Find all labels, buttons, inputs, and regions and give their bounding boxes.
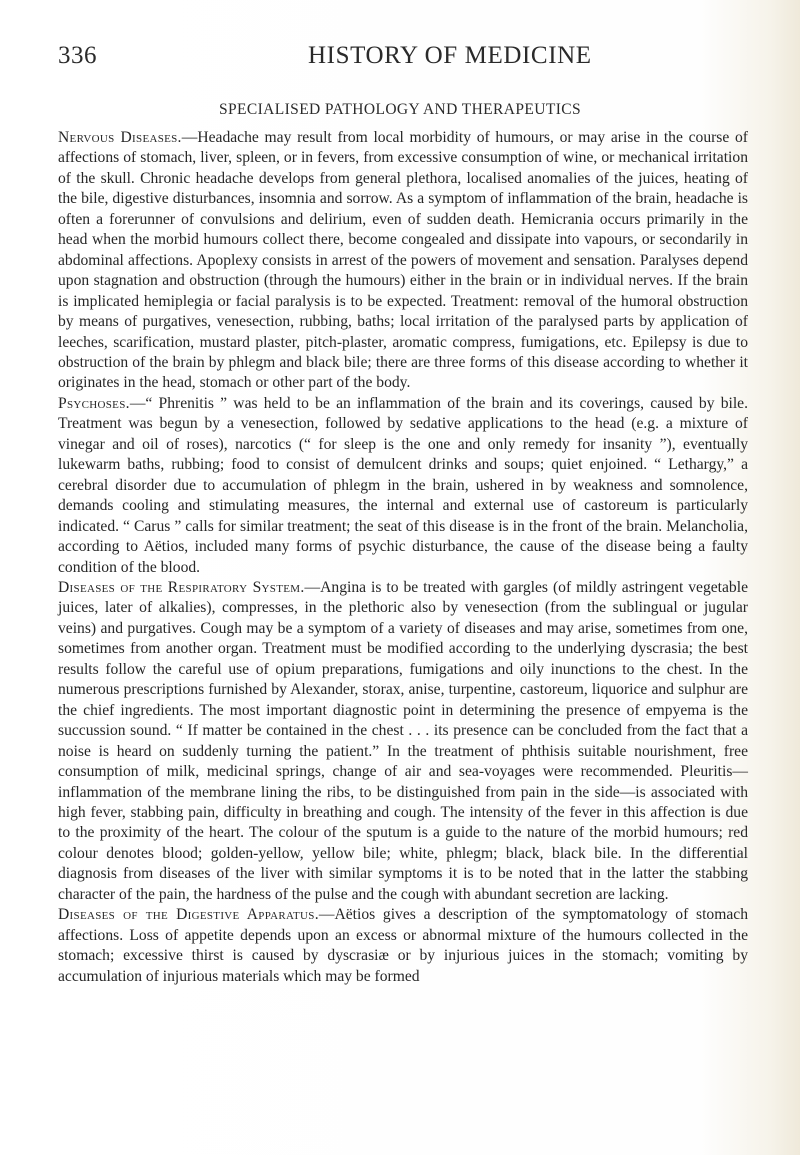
paragraph-psychoses: [58, 394, 748, 578]
running-head: HISTORY OF MEDICINE: [308, 42, 592, 69]
paragraph-heading: Psychoses.: [58, 394, 130, 412]
paragraph-text: —Angina is to be treated with gargles (of mildly astringent vegetable juices, later of alkalies), compresses, in the plethoric also by venesection (from the sublingual or jugular veins) and purgatives. Cough may be a symptom of a variety of diseases and may arise, sometimes from one, sometimes from another organ. Treatment must be modified according to the underlying dyscrasia; the best results follow the careful use of opium preparations, fumigations and oily inunctions to the chest. In the numerous prescriptions furnished by Alexander, storax, anise, turpentine, castoreum, liquorice and sulphur are the chief ingredients. The most important diagnostic point in determining the presence of empyema is the succussion sound. “ If matter be contained in the chest . . . its presence can be concluded from the fact that a noise is heard on suddenly turning the patient.” In the treatment of phthisis suitable nourishment, free consumption of milk, medicinal springs, change of air and sea-voyages were recommended. Pleuritis—inflammation of the membrane lining the ribs, to be distinguished from pain in the side—is associated with high fever, stabbing pain, difficulty in breathing and cough. The intensity of the fever in this affection is due to the proximity of the heart. The colour of the sputum is a guide to the nature of the morbid humours; red colour denotes blood; golden-yellow, yellow bile; white, phlegm; black, black bile. In the differential diagnosis from diseases of the liver with similar symptoms it is to be noted that in the latter the stabbing character of the pain, the hardness of the pulse and the cough with abundant secretion are lacking.: [58, 578, 748, 903]
paragraph-nervous-diseases: [58, 128, 748, 394]
body-text: [58, 128, 748, 987]
section-title: SPECIALISED PATHOLOGY AND THERAPEUTICS: [218, 101, 582, 118]
paragraph-heading: Nervous Diseases.: [58, 129, 182, 146]
paragraph-text: —Aëtios gives a description of the symptomatology of stomach affections. Loss of appetite depends upon an excess or abnormal mixture of the humours collected in the stomach; excessive thirst is caused by dyscrasiæ or by injurious juices in the stomach; vomiting by accumulation of injurious materials which may be formed: [58, 906, 748, 985]
paragraph-text: —Headache may result from local morbidity of humours, or may arise in the course of affections of stomach, liver, spleen, or in fevers, from excessive consumption of wine, or mechanical irritation of the skull. Chronic headache develops from general plethora, localised anomalies of the juices, heating of the bile, digestive disturbances, insomnia and sorrow. As a symptom of inflammation of the brain, headache is often a forerunner of convulsions and delirium, even of sudden death. Hemicrania occurs primarily in the head when the morbid humours collect there, become congealed and dissipate into vapours, or secondarily in abdominal affections. Apoplexy consists in arrest of the powers of movement and sensation. Paralyses depend upon stagnation and obstruction (through the humours) either in the brain or in individual nerves. If the brain is implicated hemiplegia or facial paralysis is to be expected. Treatment: removal of the humoral obstruction by means of purgatives, venesection, rubbing, baths; local irritation of the paralysed parts by application of leeches, scarification, mustard plaster, pitch-plaster, aromatic compress, fumigations, etc. Epilepsy is due to obstruction of the brain by phlegm and black bile; there are three forms of this disease according to whether it originates in the head, stomach or other part of the body.: [58, 129, 748, 392]
paragraph-digestive: [58, 905, 748, 987]
page-header: [58, 42, 748, 72]
paragraph-heading: Diseases of the Digestive Apparatus.: [58, 906, 319, 924]
paragraph-text: —“ Phrenitis ” was held to be an inflammation of the brain and its coverings, caused by bile. Treatment was begun by a venesection, followed by sedative applications to the head (e.g. a mixture of vinegar and oil of roses), narcotics (“ for sleep is the one and only remedy for insanity ”), eventually lukewarm baths, rubbing; food to consist of demulcent drinks and soups; quiet enjoined. “ Lethargy,” a cerebral disorder due to accumulation of phlegm in the brain, ushered in by weakness and somnolence, demands cooling and stimulating measures, the internal and external use of castoreum is particularly indicated. “ Carus ” calls for similar treatment; the seat of this disease is in the front of the brain. Melancholia, according to Aëtios, included many forms of psychic disturbance, the cause of the disease being a faulty condition of the blood.: [58, 394, 748, 576]
page-number: 336: [58, 42, 97, 69]
paragraph-heading: Diseases of the Respiratory System.: [58, 578, 305, 596]
paragraph-respiratory: [58, 578, 748, 905]
